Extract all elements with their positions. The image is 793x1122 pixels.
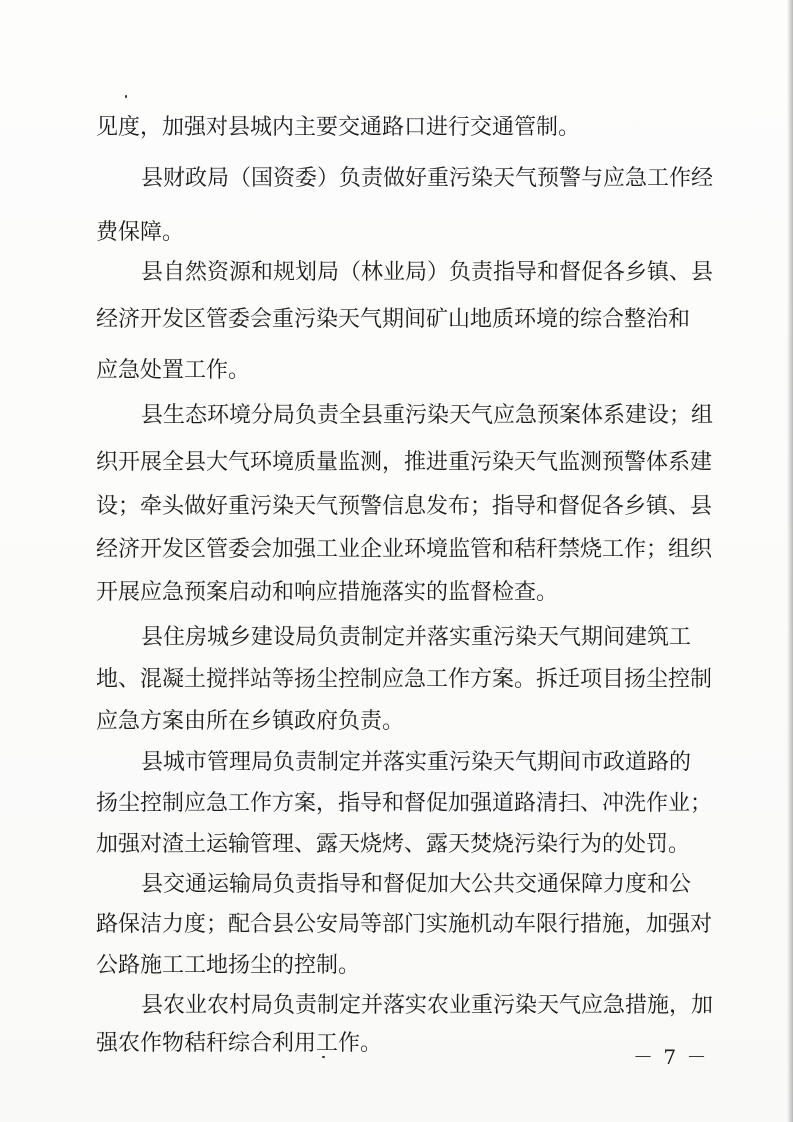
text-line-19: 路保洁力度；配合县公安局等部门实施机动车限行措施，加强对 bbox=[96, 912, 713, 937]
scan-edge-shadow bbox=[787, 0, 793, 1122]
text-line-21: 县农业农村局负责制定并落实农业重污染天气应急措施，加 bbox=[141, 993, 714, 1018]
text-line-5: 经济开发区管委会重污染天气期间矿山地质环境的综合整治和 bbox=[96, 307, 691, 332]
text-line-8: 织开展全县大气环境质量监测，推进重污染天气监测预警体系建 bbox=[96, 450, 713, 475]
text-line-15: 县城市管理局负责制定并落实重污染天气期间市政道路的 bbox=[141, 750, 692, 775]
text-line-22: 强农作物秸秆综合利用工作。 bbox=[96, 1031, 383, 1056]
text-line-9: 设；牵头做好重污染天气预警信息发布；指导和督促各乡镇、县 bbox=[96, 494, 713, 519]
text-line-18: 县交通运输局负责指导和督促加大公共交通保障力度和公 bbox=[141, 872, 692, 897]
text-line-6: 应急处置工作。 bbox=[96, 358, 251, 383]
text-line-2: 县财政局（国资委）负责做好重污染天气预警与应急工作经 bbox=[141, 166, 714, 191]
text-line-1: 见度，加强对县城内主要交通路口进行交通管制。 bbox=[96, 115, 581, 140]
text-line-7: 县生态环境分局负责全县重污染天气应急预案体系建设；组 bbox=[141, 403, 714, 428]
text-line-17: 加强对渣土运输管理、露天烧烤、露天焚烧污染行为的处罚。 bbox=[96, 832, 691, 857]
text-line-16: 扬尘控制应急工作方案，指导和督促加强道路清扫、冲洗作业； bbox=[96, 791, 713, 816]
text-line-13: 地、混凝土搅拌站等扬尘控制应急工作方案。拆迁项目扬尘控制 bbox=[96, 667, 713, 692]
text-line-14: 应急方案由所在乡镇政府负责。 bbox=[96, 709, 405, 734]
scan-speck bbox=[125, 95, 127, 98]
text-line-12: 县住房城乡建设局负责制定并落实重污染天气期间建筑工 bbox=[141, 625, 692, 650]
text-line-10: 经济开发区管委会加强工业企业环境监管和秸秆禁烧工作；组织 bbox=[96, 537, 713, 562]
text-line-4: 县自然资源和规划局（林业局）负责指导和督促各乡镇、县 bbox=[141, 260, 714, 285]
text-line-20: 公路施工工地扬尘的控制。 bbox=[96, 953, 361, 978]
page-number: － 7 － bbox=[633, 1045, 709, 1069]
text-line-3: 费保障。 bbox=[96, 220, 185, 245]
text-line-11: 开展应急预案启动和响应措施落实的监督检查。 bbox=[96, 580, 559, 605]
